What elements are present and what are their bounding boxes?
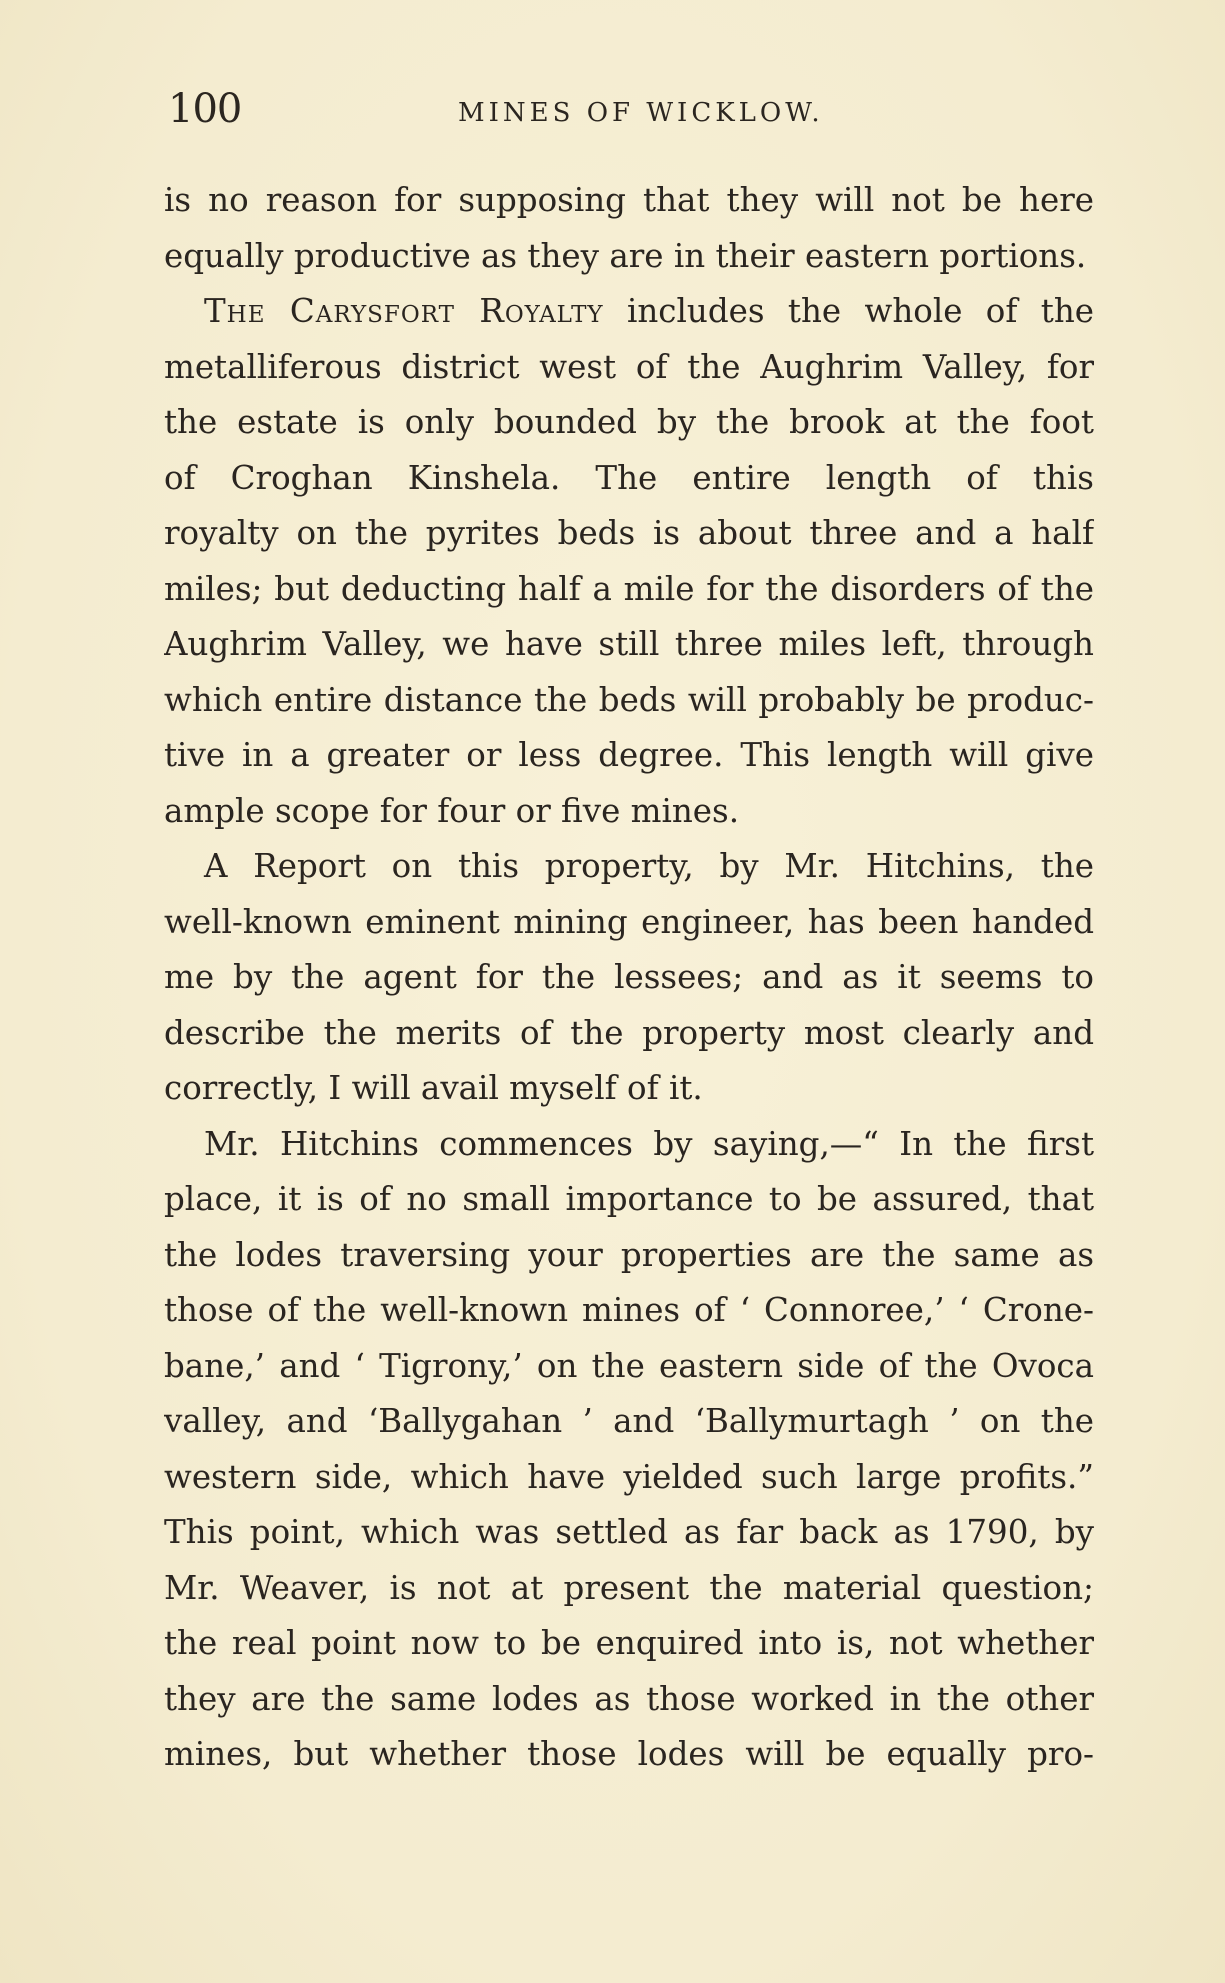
text-line: western side, which have yielded such large profits.” [164, 1457, 1094, 1496]
text-line: This point, which was settled as far back as 1790, by [164, 1513, 1094, 1551]
text-line: they are the same lodes as those worked in the other [164, 1679, 1094, 1718]
text-line: A Report on this property, by Mr. Hitchins, the [204, 847, 1094, 885]
page-number: 100 [168, 86, 242, 132]
text-line: Mr. Hitchins commences by saying,—“ In the first [204, 1124, 1094, 1163]
text-line: Aughrim Valley, we have still three miles left, through [164, 625, 1094, 663]
text-line: bane,’ and ‘ Tigrony,’ on the eastern side of the Ovoca [164, 1346, 1094, 1385]
text-line: of Croghan Kinshela. The entire length of this [164, 458, 1094, 497]
section-heading: The Carysfort Royalty [204, 292, 604, 330]
text-line: mines, but whether those lodes will be equally pro- [164, 1735, 1094, 1773]
text-line: well-known eminent mining engineer, has been handed [164, 902, 1094, 941]
text-line [164, 284, 1094, 340]
text-line: describe the merits of the property most clearly and [164, 1013, 1094, 1052]
text-line: metalliferous district west of the Aughrim Valley, for [164, 347, 1094, 386]
text-line: royalty on the pyrites beds is about three and a half [164, 514, 1094, 552]
text-line: valley, and ‘Ballygahan ’ and ‘Ballymurtagh ’ on the [164, 1402, 1094, 1440]
page-header [168, 86, 1093, 146]
body-text [164, 173, 1094, 1783]
text-line: ample scope for four or five mines. [164, 791, 740, 830]
text-line: the real point now to be enquired into is, not whether [164, 1624, 1094, 1662]
text-line-continuation: includes the whole of the [626, 292, 1094, 330]
text-line: is no reason for supposing that they will not be here [164, 181, 1094, 219]
text-line: correctly, I will avail myself of it. [164, 1069, 703, 1107]
text-line: the lodes traversing your properties are the same as [164, 1235, 1094, 1274]
text-line: tive in a greater or less degree. This length will give [164, 736, 1094, 774]
text-line: those of the well-known mines of ‘ Connoree,’ ‘ Crone- [164, 1291, 1094, 1329]
text-line: miles; but deducting half a mile for the disorders of the [164, 569, 1094, 608]
text-line: place, it is of no small importance to be assured, that [164, 1180, 1094, 1218]
text-line: equally productive as they are in their eastern portions. [164, 236, 1087, 275]
text-line: Mr. Weaver, is not at present the material question; [164, 1568, 1094, 1607]
text-line: me by the agent for the lessees; and as it seems to [164, 958, 1094, 996]
text-line: which entire distance the beds will probably be produc- [164, 680, 1094, 719]
text-line: the estate is only bounded by the brook at the foot [164, 403, 1094, 441]
running-head: MINES OF WICKLOW. [458, 98, 824, 128]
